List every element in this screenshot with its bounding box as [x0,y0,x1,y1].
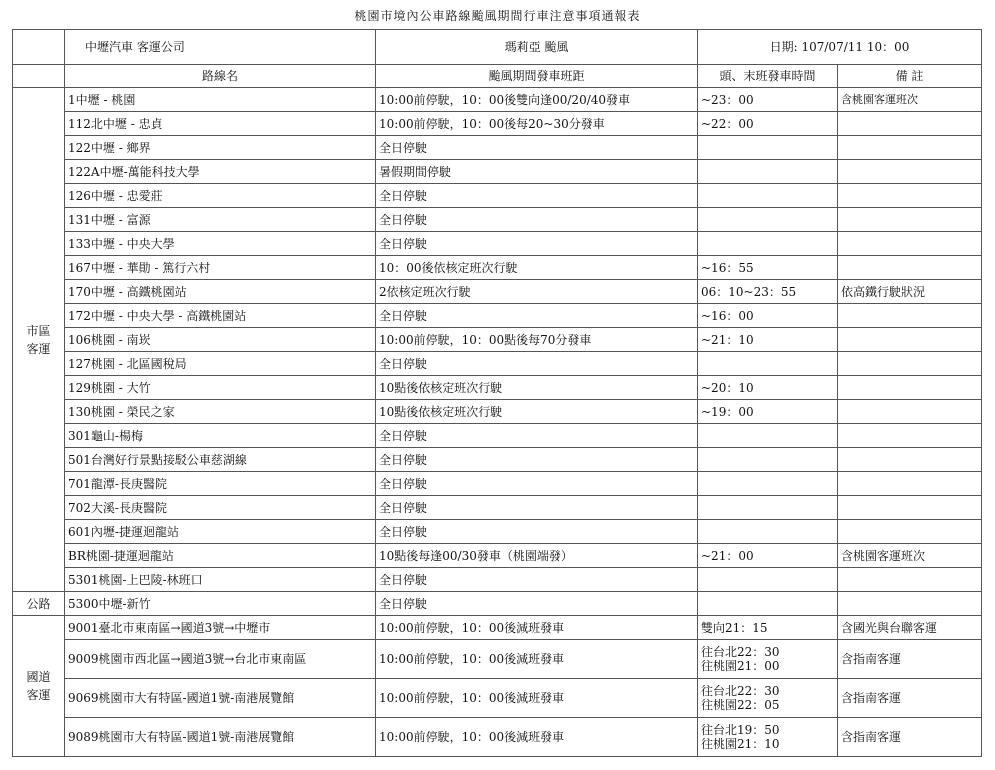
route-name-cell: 301龜山-楊梅 [65,424,376,448]
remark-cell [838,304,982,328]
group-label-text: 客運 [26,341,51,356]
remark-cell [838,496,982,520]
table-row [13,208,982,232]
interval-cell: 暑假期間停駛 [376,160,698,184]
interval-cell: 10點後每逢00/30發車（桃園端發） [376,544,698,568]
route-name-cell: BR桃園-捷運迴龍站 [65,544,376,568]
table-row [13,448,982,472]
interval-cell: 全日停駛 [376,184,698,208]
route-name-cell: 501台灣好行景點接駁公車慈湖線 [65,448,376,472]
typhoon-name: 瑪莉亞 颱風 [376,30,698,65]
interval-cell: 10點後依核定班次行駛 [376,400,698,424]
interval-cell: 全日停駛 [376,352,698,376]
interval-cell: 10:00前停駛，10：00後減班發車 [376,616,698,640]
report-table [12,29,982,757]
first-last-time-cell: ~19：00 [698,400,838,424]
first-last-time-cell [698,679,838,718]
first-last-time-cell [698,592,838,616]
remark-cell [838,568,982,592]
interval-cell: 10點後依核定班次行駛 [376,376,698,400]
group-label-text: 公路 [26,596,51,611]
table-row [13,256,982,280]
route-name-cell: 127桃園 - 北區國稅局 [65,352,376,376]
route-name-cell: 129桃園 - 大竹 [65,376,376,400]
group-label-highway [13,592,65,616]
first-last-time-cell [698,496,838,520]
route-name-cell: 1中壢 - 桃園 [65,88,376,112]
route-name-cell: 9001臺北市東南區→國道3號→中壢市 [65,616,376,640]
route-name-cell: 9069桃園市大有特區-國道1號-南港展覽館 [65,679,376,718]
route-name-cell: 122A中壢-萬能科技大學 [65,160,376,184]
remark-cell [838,136,982,160]
header-row [13,30,982,65]
first-last-time-cell: 06：10~23：55 [698,280,838,304]
first-last-time-cell [698,232,838,256]
interval-cell: 全日停駛 [376,208,698,232]
time-line-1: 往台北19：50 [701,723,780,737]
first-last-time-cell [698,568,838,592]
first-last-time-cell [698,136,838,160]
remark-cell [838,352,982,376]
route-name-cell: 601內壢-捷運迴龍站 [65,520,376,544]
table-row [13,679,982,718]
route-name-cell: 172中壢 - 中央大學 - 高鐵桃園站 [65,304,376,328]
interval-cell: 10：00後依核定班次行駛 [376,256,698,280]
first-last-time-cell: ~20：10 [698,376,838,400]
first-last-time-cell: ~21：00 [698,544,838,568]
remark-cell [838,208,982,232]
column-header-remark: 備 註 [838,65,982,88]
remark-cell [838,112,982,136]
remark-cell: 含指南客運 [838,718,982,757]
table-row [13,544,982,568]
interval-cell: 全日停駛 [376,520,698,544]
group-label-text: 國道 [26,670,51,684]
first-last-time-cell [698,424,838,448]
table-row [13,616,982,640]
first-last-time-cell: ~16：00 [698,304,838,328]
remark-cell: 含指南客運 [838,640,982,679]
column-header-interval: 颱風期間發車班距 [376,65,698,88]
table-row [13,136,982,160]
group-label-city [13,88,65,592]
time-line-2: 往桃園22：05 [701,698,780,712]
time-line-1: 往台北22：30 [701,684,780,698]
route-name-cell: 106桃園 - 南崁 [65,328,376,352]
route-name-cell: 9089桃園市大有特區-國道1號-南港展覽館 [65,718,376,757]
table-row [13,328,982,352]
route-name-cell: 167中壢 - 華勛 - 篤行六村 [65,256,376,280]
route-name-cell: 131中壢 - 富源 [65,208,376,232]
remark-cell [838,424,982,448]
interval-cell: 10:00前停駛，10：00後每20~30分發車 [376,112,698,136]
interval-cell: 全日停駛 [376,424,698,448]
table-row [13,520,982,544]
interval-cell: 全日停駛 [376,472,698,496]
time-line-2: 往桃園21：10 [701,737,780,751]
remark-cell [838,160,982,184]
interval-cell: 10:00前停駛，10：00點後每70分發車 [376,328,698,352]
remark-cell: 含桃園客運班次 [838,88,982,112]
interval-cell: 全日停駛 [376,232,698,256]
interval-cell: 全日停駛 [376,304,698,328]
table-row [13,718,982,757]
route-name-cell: 702大溪-長庚醫院 [65,496,376,520]
column-header-route: 路線名 [65,65,376,88]
first-last-time-cell: 雙向21：15 [698,616,838,640]
remark-cell: 含桃園客運班次 [838,544,982,568]
interval-cell: 10:00前停駛，10：00後減班發車 [376,679,698,718]
route-name-cell: 122中壢 - 鄉界 [65,136,376,160]
table-row [13,280,982,304]
route-name-cell: 112北中壢 - 忠貞 [65,112,376,136]
interval-cell: 10:00前停駛，10：00後減班發車 [376,718,698,757]
time-line-2: 往桃園21：00 [701,659,780,673]
route-name-cell: 9009桃園市西北區→國道3號→台北市東南區 [65,640,376,679]
time-line-1: 往台北22：30 [701,645,780,659]
interval-cell: 全日停駛 [376,448,698,472]
column-header-blank [13,65,65,88]
remark-cell: 含指南客運 [838,679,982,718]
first-last-time-cell [698,520,838,544]
remark-cell [838,232,982,256]
first-last-time-cell [698,208,838,232]
interval-cell: 全日停駛 [376,592,698,616]
table-row [13,592,982,616]
route-name-cell: 133中壢 - 中央大學 [65,232,376,256]
first-last-time-cell [698,160,838,184]
interval-cell: 2依核定班次行駛 [376,280,698,304]
first-last-time-cell [698,640,838,679]
company-name: 中壢汽車 客運公司 [65,30,376,65]
table-row [13,160,982,184]
first-last-time-cell [698,184,838,208]
remark-cell [838,184,982,208]
report-date: 日期: 107/07/11 10：00 [698,30,982,65]
interval-cell: 10:00前停駛，10：00後雙向逢00/20/40發車 [376,88,698,112]
remark-cell [838,400,982,424]
group-label-freeway [13,616,65,757]
interval-cell: 全日停駛 [376,136,698,160]
remark-cell [838,376,982,400]
table-row [13,184,982,208]
route-name-cell: 701龍潭-長庚醫院 [65,472,376,496]
table-row [13,568,982,592]
first-last-time-cell [698,448,838,472]
header-blank-cell [13,30,65,65]
route-name-cell: 126中壢 - 忠愛莊 [65,184,376,208]
remark-cell [838,520,982,544]
route-name-cell: 130桃園 - 榮民之家 [65,400,376,424]
first-last-time-cell [698,352,838,376]
remark-cell: 依高鐵行駛狀況 [838,280,982,304]
interval-cell: 10:00前停駛，10：00後減班發車 [376,640,698,679]
first-last-time-cell: ~23：00 [698,88,838,112]
table-row [13,304,982,328]
table-row [13,496,982,520]
remark-cell [838,448,982,472]
remark-cell: 含國光與台聯客運 [838,616,982,640]
group-label-text: 客運 [26,688,51,702]
route-name-cell: 170中壢 - 高鐵桃園站 [65,280,376,304]
first-last-time-cell [698,472,838,496]
table-row [13,112,982,136]
first-last-time-cell [698,718,838,757]
table-row [13,472,982,496]
interval-cell: 全日停駛 [376,496,698,520]
remark-cell [838,328,982,352]
remark-cell [838,256,982,280]
table-row [13,232,982,256]
table-row [13,352,982,376]
remark-cell [838,472,982,496]
report-title: 桃園市境內公車路線颱風期間行車注意事項通報表 [354,9,641,23]
column-header-row [13,65,982,88]
group-label-text: 市區 [26,323,51,338]
table-row [13,376,982,400]
route-name-cell: 5300中壢-新竹 [65,592,376,616]
table-row [13,400,982,424]
table-row [13,88,982,112]
table-row [13,424,982,448]
column-header-first-last: 頭、末班發車時間 [698,65,838,88]
interval-cell: 全日停駛 [376,568,698,592]
table-row [13,640,982,679]
first-last-time-cell: ~16：55 [698,256,838,280]
route-name-cell: 5301桃園-上巴陵-林班口 [65,568,376,592]
first-last-time-cell: ~22：00 [698,112,838,136]
first-last-time-cell: ~21：10 [698,328,838,352]
remark-cell [838,592,982,616]
